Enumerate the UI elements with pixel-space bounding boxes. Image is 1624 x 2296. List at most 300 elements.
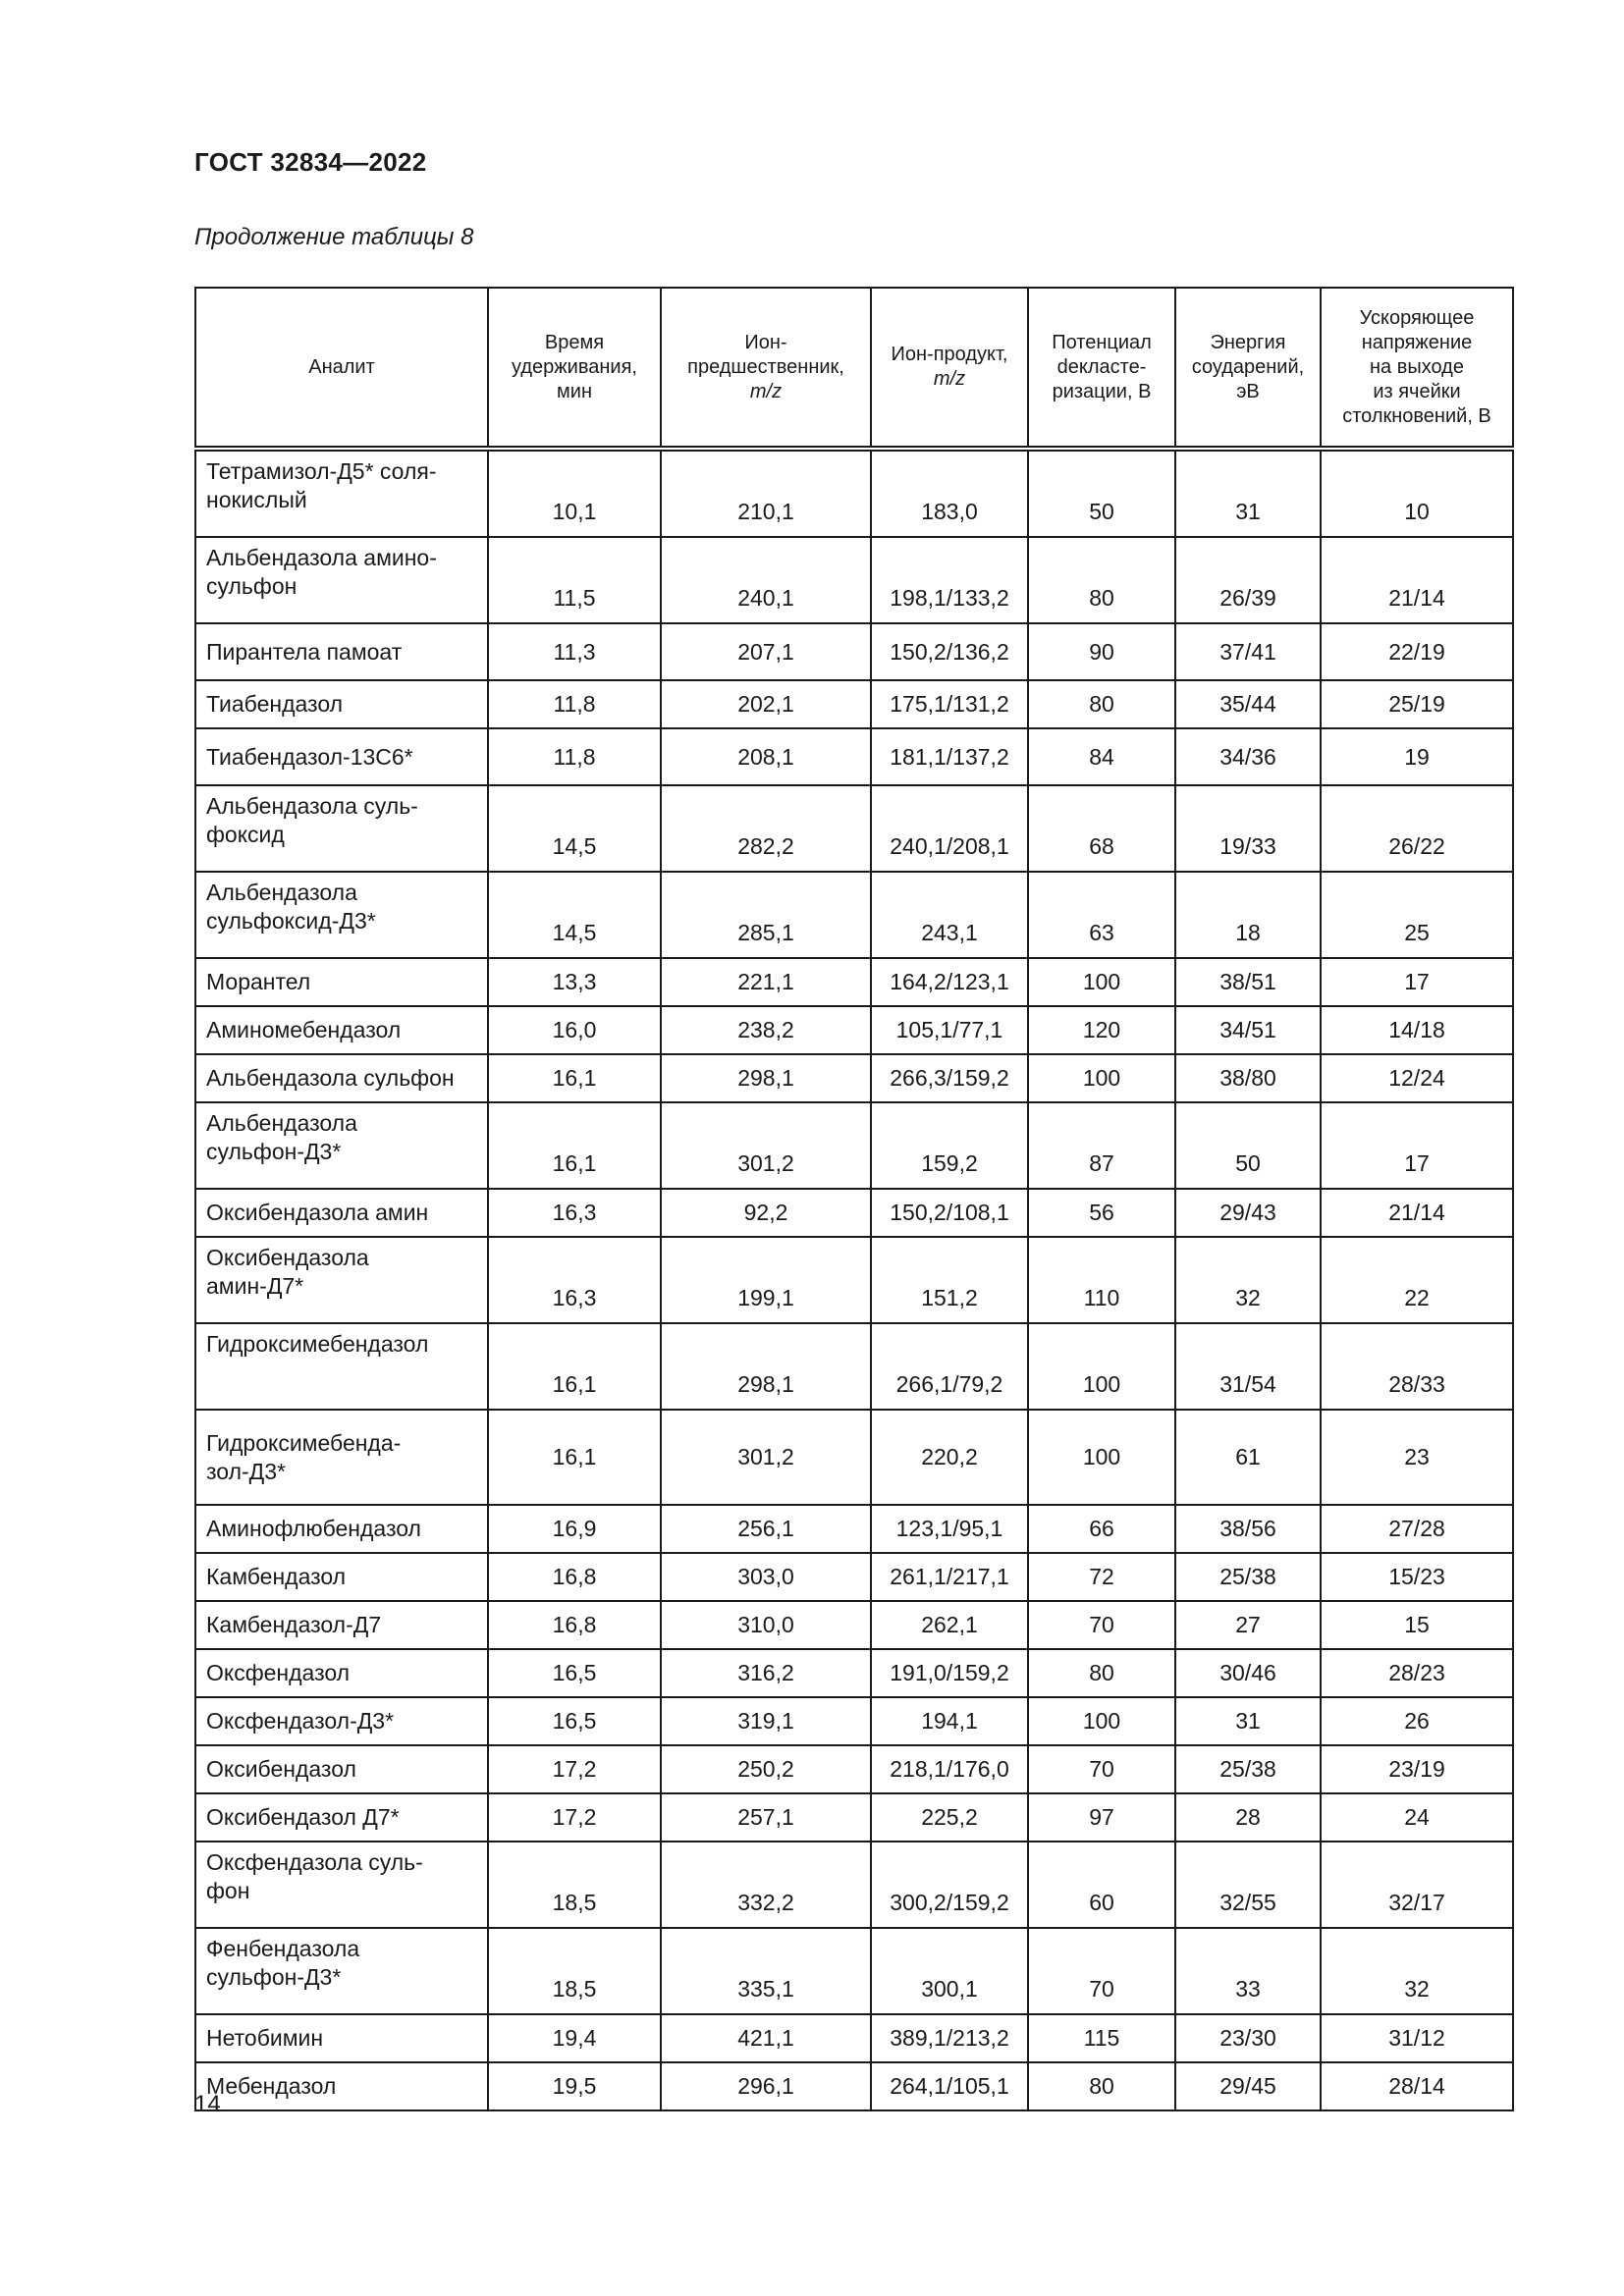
precursor-ion-cell-text: 301,2 xyxy=(737,1444,794,1469)
table-row xyxy=(195,1553,1513,1601)
precursor-ion-cell-text: 310,0 xyxy=(737,1612,794,1637)
declustering-potential-cell-text: 97 xyxy=(1089,1804,1114,1830)
analyte-name-cell xyxy=(195,785,488,872)
cell-exit-potential-cell xyxy=(1321,623,1513,680)
product-ion-cell-text: 150,2/108,1 xyxy=(890,1200,1009,1225)
product-ion-cell-text: 105,1/77,1 xyxy=(895,1017,1003,1042)
analyte-name-cell-text: Оксфендазол-Д3* xyxy=(206,1708,395,1734)
product-ion-cell-text: 175,1/131,2 xyxy=(890,691,1009,717)
cell-exit-potential-cell-text: 28/14 xyxy=(1388,2073,1445,2099)
precursor-ion-cell-text: 421,1 xyxy=(737,2025,794,2051)
analyte-name-cell xyxy=(195,1237,488,1323)
analyte-name-cell-text: Морантел xyxy=(206,969,311,994)
declustering-potential-cell-text: 100 xyxy=(1082,1444,1121,1469)
declustering-potential-cell xyxy=(1028,958,1175,1006)
product-ion-cell xyxy=(871,623,1028,680)
precursor-ion-cell xyxy=(661,1601,871,1649)
collision-energy-cell-text: 38/80 xyxy=(1219,1065,1276,1091)
table-row xyxy=(195,1410,1513,1505)
product-ion-cell xyxy=(871,1793,1028,1842)
analyte-name-cell-text: Камбендазол-Д7 xyxy=(206,1612,382,1637)
retention-time-cell-text: 14,5 xyxy=(552,920,597,945)
column-header-cell-exit-potential: Ускоряющее напряжение на выходе из ячейки столкновений, В xyxy=(1321,288,1513,449)
collision-energy-cell xyxy=(1175,1410,1321,1505)
retention-time-cell-text: 14,5 xyxy=(552,833,597,859)
product-ion-cell xyxy=(871,1505,1028,1553)
cell-exit-potential-cell-text: 17 xyxy=(1404,1150,1430,1176)
table-continuation-caption: Продолжение таблицы 8 xyxy=(194,224,474,250)
declustering-potential-cell xyxy=(1028,1237,1175,1323)
product-ion-cell xyxy=(871,1323,1028,1410)
retention-time-cell xyxy=(488,1793,661,1842)
cell-exit-potential-cell-text: 17 xyxy=(1404,969,1430,994)
collision-energy-cell xyxy=(1175,1323,1321,1410)
collision-energy-cell-text: 35/44 xyxy=(1219,691,1276,717)
table-row xyxy=(195,1054,1513,1102)
precursor-ion-cell-text: 92,2 xyxy=(743,1200,788,1225)
declustering-potential-cell xyxy=(1028,1323,1175,1410)
column-header-declustering-potential: Потенциал deкласте- ризации, В xyxy=(1028,288,1175,449)
collision-energy-cell xyxy=(1175,1928,1321,2014)
cell-exit-potential-cell xyxy=(1321,1745,1513,1793)
collision-energy-cell xyxy=(1175,728,1321,785)
collision-energy-cell xyxy=(1175,872,1321,958)
column-header-retention-time: Время удерживания, мин xyxy=(488,288,661,449)
analyte-name-cell xyxy=(195,449,488,537)
collision-energy-cell xyxy=(1175,2062,1321,2110)
product-ion-cell xyxy=(871,2014,1028,2062)
precursor-ion-cell-text: 202,1 xyxy=(737,691,794,717)
product-ion-cell-text: 261,1/217,1 xyxy=(890,1564,1009,1589)
collision-energy-cell-text: 29/45 xyxy=(1219,2073,1276,2099)
collision-energy-cell xyxy=(1175,2014,1321,2062)
retention-time-cell xyxy=(488,1237,661,1323)
cell-exit-potential-cell xyxy=(1321,1649,1513,1697)
retention-time-cell-text: 16,1 xyxy=(552,1150,597,1176)
declustering-potential-cell xyxy=(1028,1054,1175,1102)
declustering-potential-cell-text: 100 xyxy=(1082,1708,1121,1734)
analyte-name-cell xyxy=(195,1006,488,1054)
analyte-name-cell xyxy=(195,2062,488,2110)
precursor-ion-cell-text: 285,1 xyxy=(737,920,794,945)
collision-energy-cell xyxy=(1175,1505,1321,1553)
table-row xyxy=(195,1793,1513,1842)
retention-time-cell xyxy=(488,1649,661,1697)
precursor-ion-cell-text: 316,2 xyxy=(737,1660,794,1685)
cell-exit-potential-cell-text: 32/17 xyxy=(1388,1890,1445,1915)
declustering-potential-cell-text: 56 xyxy=(1089,1200,1114,1225)
declustering-potential-cell-text: 84 xyxy=(1089,743,1114,770)
collision-energy-cell xyxy=(1175,1745,1321,1793)
precursor-ion-cell xyxy=(661,623,871,680)
collision-energy-cell-text: 37/41 xyxy=(1219,638,1276,665)
declustering-potential-cell xyxy=(1028,1102,1175,1189)
declustering-potential-cell-text: 80 xyxy=(1089,2073,1114,2099)
product-ion-cell-text: 243,1 xyxy=(921,920,978,945)
cell-exit-potential-cell xyxy=(1321,1793,1513,1842)
precursor-ion-cell xyxy=(661,680,871,728)
analyte-name-cell-text: Аминофлюбендазол xyxy=(206,1516,421,1541)
analyte-name-cell-text: Мебендазол xyxy=(206,2073,337,2099)
table-row xyxy=(195,1928,1513,2014)
declustering-potential-cell-text: 70 xyxy=(1089,1612,1114,1637)
collision-energy-cell-text: 29/43 xyxy=(1219,1200,1276,1225)
retention-time-cell-text: 11,8 xyxy=(553,743,596,770)
cell-exit-potential-cell xyxy=(1321,958,1513,1006)
declustering-potential-cell xyxy=(1028,1410,1175,1505)
precursor-ion-cell-text: 256,1 xyxy=(737,1516,794,1541)
product-ion-cell-text: 225,2 xyxy=(921,1804,978,1830)
column-header-collision-energy: Энергия соударений, эВ xyxy=(1175,288,1321,449)
precursor-ion-cell-text: 238,2 xyxy=(737,1017,794,1042)
retention-time-cell xyxy=(488,1006,661,1054)
collision-energy-cell-text: 27 xyxy=(1235,1612,1261,1637)
retention-time-cell xyxy=(488,2062,661,2110)
table-row xyxy=(195,449,1513,537)
precursor-ion-cell-text: 332,2 xyxy=(737,1890,794,1915)
table-row xyxy=(195,1649,1513,1697)
cell-exit-potential-cell xyxy=(1321,785,1513,872)
table-header-row xyxy=(195,288,1513,449)
product-ion-cell xyxy=(871,1102,1028,1189)
declustering-potential-cell-text: 110 xyxy=(1083,1285,1120,1310)
table-row xyxy=(195,2062,1513,2110)
retention-time-cell xyxy=(488,449,661,537)
cell-exit-potential-cell-text: 12/24 xyxy=(1388,1065,1445,1091)
analyte-name-cell-text: Тиабендазол xyxy=(206,691,344,717)
collision-energy-cell-text: 25/38 xyxy=(1219,1756,1276,1782)
product-ion-cell-text: 300,2/159,2 xyxy=(890,1890,1009,1915)
retention-time-cell xyxy=(488,1553,661,1601)
product-ion-cell xyxy=(871,1601,1028,1649)
product-ion-cell-text: 123,1/95,1 xyxy=(895,1516,1003,1541)
analyte-name-cell xyxy=(195,1410,488,1505)
collision-energy-cell xyxy=(1175,680,1321,728)
collision-energy-cell-text: 31 xyxy=(1235,499,1261,524)
analyte-name-cell xyxy=(195,1697,488,1745)
precursor-ion-cell xyxy=(661,537,871,623)
cell-exit-potential-cell xyxy=(1321,1697,1513,1745)
retention-time-cell-text: 16,1 xyxy=(552,1371,597,1397)
precursor-ion-cell-text: 208,1 xyxy=(737,743,794,770)
retention-time-cell xyxy=(488,1842,661,1928)
retention-time-cell-text: 13,3 xyxy=(552,969,597,994)
declustering-potential-cell xyxy=(1028,785,1175,872)
analyte-name-cell-text: Нетобимин xyxy=(206,2025,324,2051)
product-ion-cell-text: 181,1/137,2 xyxy=(890,743,1009,770)
collision-energy-cell xyxy=(1175,1601,1321,1649)
retention-time-cell xyxy=(488,1697,661,1745)
document-standard-header: ГОСТ 32834—2022 xyxy=(194,147,427,177)
collision-energy-cell xyxy=(1175,1237,1321,1323)
table-row xyxy=(195,1842,1513,1928)
collision-energy-cell xyxy=(1175,449,1321,537)
cell-exit-potential-cell xyxy=(1321,680,1513,728)
cell-exit-potential-cell-text: 26 xyxy=(1404,1708,1430,1734)
collision-energy-cell-text: 23/30 xyxy=(1219,2025,1276,2051)
product-ion-cell-text: 183,0 xyxy=(921,499,978,524)
column-header-product-ion: Ион-продукт, m/z xyxy=(871,288,1028,449)
analyte-name-cell xyxy=(195,1649,488,1697)
product-ion-cell xyxy=(871,1928,1028,2014)
analyte-name-cell xyxy=(195,680,488,728)
product-ion-cell xyxy=(871,1410,1028,1505)
collision-energy-cell-text: 18 xyxy=(1235,920,1261,945)
declustering-potential-cell-text: 80 xyxy=(1089,585,1114,611)
cell-exit-potential-cell xyxy=(1321,1553,1513,1601)
product-ion-cell-text: 389,1/213,2 xyxy=(890,2025,1009,2051)
table-row xyxy=(195,1102,1513,1189)
declustering-potential-cell-text: 50 xyxy=(1089,499,1114,524)
cell-exit-potential-cell xyxy=(1321,1842,1513,1928)
table-row xyxy=(195,1601,1513,1649)
analyte-name-cell-text: Оксфендазол xyxy=(206,1660,351,1685)
table-row xyxy=(195,958,1513,1006)
retention-time-cell-text: 16,0 xyxy=(552,1017,597,1042)
precursor-ion-cell-text: 298,1 xyxy=(737,1065,794,1091)
analyte-name-cell xyxy=(195,1745,488,1793)
collision-energy-cell xyxy=(1175,1102,1321,1189)
analyte-name-cell-text: Оксибендазол Д7* xyxy=(206,1804,400,1830)
cell-exit-potential-cell xyxy=(1321,1928,1513,2014)
collision-energy-cell xyxy=(1175,537,1321,623)
cell-exit-potential-cell-text: 14/18 xyxy=(1388,1017,1445,1042)
retention-time-cell-text: 18,5 xyxy=(552,1976,597,2002)
cell-exit-potential-cell-text: 31/12 xyxy=(1388,2025,1445,2051)
analyte-name-cell xyxy=(195,872,488,958)
product-ion-cell xyxy=(871,1697,1028,1745)
collision-energy-cell-text: 34/36 xyxy=(1219,743,1276,770)
cell-exit-potential-cell xyxy=(1321,2014,1513,2062)
product-ion-cell xyxy=(871,1237,1028,1323)
product-ion-cell xyxy=(871,2062,1028,2110)
retention-time-cell xyxy=(488,958,661,1006)
precursor-ion-cell xyxy=(661,958,871,1006)
analyte-name-cell-text: Оксибендазола амин-Д7* xyxy=(206,1245,369,1299)
precursor-ion-cell xyxy=(661,1505,871,1553)
cell-exit-potential-cell xyxy=(1321,537,1513,623)
collision-energy-cell-text: 33 xyxy=(1235,1976,1261,2002)
collision-energy-cell xyxy=(1175,958,1321,1006)
retention-time-cell-text: 16,8 xyxy=(552,1564,597,1589)
precursor-ion-cell xyxy=(661,1054,871,1102)
collision-energy-cell xyxy=(1175,1793,1321,1842)
cell-exit-potential-cell xyxy=(1321,1505,1513,1553)
precursor-ion-cell xyxy=(661,1553,871,1601)
cell-exit-potential-cell xyxy=(1321,1237,1513,1323)
retention-time-cell-text: 16,5 xyxy=(552,1708,597,1734)
table-row xyxy=(195,872,1513,958)
precursor-ion-cell xyxy=(661,1237,871,1323)
table-row xyxy=(195,1237,1513,1323)
collision-energy-cell-text: 30/46 xyxy=(1219,1660,1276,1685)
precursor-ion-cell-text: 282,2 xyxy=(737,833,794,859)
retention-time-cell xyxy=(488,1189,661,1237)
declustering-potential-cell xyxy=(1028,872,1175,958)
analyte-name-cell xyxy=(195,958,488,1006)
retention-time-cell-text: 16,8 xyxy=(552,1612,597,1637)
table-body xyxy=(195,449,1513,2110)
retention-time-cell xyxy=(488,680,661,728)
retention-time-cell-text: 16,5 xyxy=(552,1660,597,1685)
table-row xyxy=(195,1745,1513,1793)
collision-energy-cell-text: 32/55 xyxy=(1219,1890,1276,1915)
collision-energy-cell xyxy=(1175,1189,1321,1237)
declustering-potential-cell-text: 115 xyxy=(1083,2025,1120,2051)
analyte-name-cell xyxy=(195,1553,488,1601)
precursor-ion-cell xyxy=(661,1793,871,1842)
cell-exit-potential-cell-text: 28/33 xyxy=(1388,1371,1445,1397)
declustering-potential-cell xyxy=(1028,1505,1175,1553)
product-ion-cell xyxy=(871,728,1028,785)
analyte-name-cell-text: Гидроксимебендазол xyxy=(206,1331,429,1357)
analyte-name-cell-text: Тиабендазол-13С6* xyxy=(206,743,413,770)
declustering-potential-cell-text: 60 xyxy=(1089,1890,1114,1915)
product-ion-cell xyxy=(871,1842,1028,1928)
retention-time-cell-text: 19,5 xyxy=(552,2073,597,2099)
analyte-name-cell-text: Альбендазола амино- сульфон xyxy=(206,545,437,599)
collision-energy-cell-text: 32 xyxy=(1235,1285,1261,1310)
cell-exit-potential-cell-text: 22 xyxy=(1404,1285,1430,1310)
analyte-name-cell-text: Альбендазола сульфон-Д3* xyxy=(206,1110,357,1164)
declustering-potential-cell-text: 70 xyxy=(1089,1756,1114,1782)
page-number: 14 xyxy=(194,2091,221,2117)
declustering-potential-cell xyxy=(1028,680,1175,728)
precursor-ion-cell-text: 301,2 xyxy=(737,1150,794,1176)
product-ion-cell-text: 194,1 xyxy=(921,1708,978,1734)
cell-exit-potential-cell xyxy=(1321,1601,1513,1649)
cell-exit-potential-cell xyxy=(1321,728,1513,785)
precursor-ion-cell xyxy=(661,1842,871,1928)
product-ion-cell-text: 262,1 xyxy=(921,1612,978,1637)
collision-energy-cell xyxy=(1175,1697,1321,1745)
analyte-name-cell-text: Камбендазол xyxy=(206,1564,347,1589)
retention-time-cell xyxy=(488,537,661,623)
product-ion-cell-text: 264,1/105,1 xyxy=(890,2073,1009,2099)
product-ion-cell xyxy=(871,1745,1028,1793)
precursor-ion-cell-text: 303,0 xyxy=(737,1564,794,1589)
retention-time-cell xyxy=(488,728,661,785)
precursor-ion-cell-text: 250,2 xyxy=(737,1756,794,1782)
retention-time-cell-text: 16,1 xyxy=(552,1444,597,1469)
retention-time-cell-text: 16,9 xyxy=(552,1516,597,1541)
collision-energy-cell xyxy=(1175,1553,1321,1601)
collision-energy-cell xyxy=(1175,1006,1321,1054)
declustering-potential-cell xyxy=(1028,2062,1175,2110)
product-ion-cell-text: 159,2 xyxy=(921,1150,978,1176)
cell-exit-potential-cell-text: 23 xyxy=(1404,1444,1430,1469)
product-ion-cell-text: 191,0/159,2 xyxy=(890,1660,1009,1685)
analyte-name-cell-text: Фенбендазола сульфон-Д3* xyxy=(206,1936,360,1990)
product-ion-cell xyxy=(871,537,1028,623)
analyte-parameters-table xyxy=(194,287,1514,2111)
collision-energy-cell-text: 26/39 xyxy=(1219,585,1276,611)
collision-energy-cell-text: 38/56 xyxy=(1219,1516,1276,1541)
collision-energy-cell xyxy=(1175,1054,1321,1102)
collision-energy-cell xyxy=(1175,1649,1321,1697)
retention-time-cell-text: 11,3 xyxy=(553,638,596,665)
retention-time-cell-text: 11,5 xyxy=(553,585,596,611)
retention-time-cell xyxy=(488,1054,661,1102)
declustering-potential-cell-text: 68 xyxy=(1089,833,1114,859)
retention-time-cell-text: 18,5 xyxy=(552,1890,597,1915)
table-row xyxy=(195,537,1513,623)
table-row xyxy=(195,680,1513,728)
cell-exit-potential-cell xyxy=(1321,1006,1513,1054)
collision-energy-cell xyxy=(1175,1842,1321,1928)
table-row xyxy=(195,785,1513,872)
declustering-potential-cell-text: 66 xyxy=(1089,1516,1114,1541)
table-row xyxy=(195,1323,1513,1410)
precursor-ion-cell-text: 207,1 xyxy=(737,638,794,665)
analyte-name-cell-text: Оксфендазола суль- фон xyxy=(206,1849,423,1903)
cell-exit-potential-cell xyxy=(1321,1189,1513,1237)
product-ion-cell-text: 266,3/159,2 xyxy=(890,1065,1009,1091)
collision-energy-cell-text: 25/38 xyxy=(1219,1564,1276,1589)
declustering-potential-cell xyxy=(1028,1928,1175,2014)
declustering-potential-cell xyxy=(1028,449,1175,537)
precursor-ion-cell xyxy=(661,1323,871,1410)
collision-energy-cell-text: 34/51 xyxy=(1219,1017,1276,1042)
collision-energy-cell-text: 61 xyxy=(1235,1444,1261,1469)
cell-exit-potential-cell-text: 22/19 xyxy=(1388,638,1445,665)
product-ion-cell-text: 218,1/176,0 xyxy=(890,1756,1009,1782)
cell-exit-potential-cell-text: 25 xyxy=(1404,920,1430,945)
cell-exit-potential-cell-text: 26/22 xyxy=(1388,833,1445,859)
precursor-ion-cell xyxy=(661,1649,871,1697)
cell-exit-potential-cell-text: 27/28 xyxy=(1388,1516,1445,1541)
retention-time-cell xyxy=(488,1323,661,1410)
retention-time-cell-text: 17,2 xyxy=(552,1756,597,1782)
collision-energy-cell-text: 19/33 xyxy=(1219,833,1276,859)
cell-exit-potential-cell xyxy=(1321,2062,1513,2110)
analyte-name-cell-text: Гидроксимебенда- зол-Д3* xyxy=(206,1429,402,1484)
declustering-potential-cell xyxy=(1028,1793,1175,1842)
product-ion-cell-text: 151,2 xyxy=(921,1285,978,1310)
retention-time-cell xyxy=(488,2014,661,2062)
analyte-name-cell xyxy=(195,1793,488,1842)
cell-exit-potential-cell-text: 21/14 xyxy=(1388,585,1445,611)
retention-time-cell xyxy=(488,1410,661,1505)
declustering-potential-cell-text: 80 xyxy=(1089,1660,1114,1685)
product-ion-cell-text: 164,2/123,1 xyxy=(890,969,1009,994)
retention-time-cell-text: 16,1 xyxy=(552,1065,597,1091)
analyte-name-cell xyxy=(195,1842,488,1928)
retention-time-cell xyxy=(488,1745,661,1793)
precursor-ion-cell-text: 221,1 xyxy=(737,969,794,994)
declustering-potential-cell-text: 70 xyxy=(1089,1976,1114,2002)
precursor-ion-cell-text: 298,1 xyxy=(737,1371,794,1397)
cell-exit-potential-cell-text: 21/14 xyxy=(1388,1200,1445,1225)
collision-energy-cell-text: 50 xyxy=(1235,1150,1261,1176)
product-ion-cell xyxy=(871,449,1028,537)
product-ion-cell xyxy=(871,1649,1028,1697)
precursor-ion-cell xyxy=(661,2014,871,2062)
collision-energy-cell xyxy=(1175,623,1321,680)
retention-time-cell-text: 10,1 xyxy=(552,499,597,524)
precursor-ion-cell xyxy=(661,1410,871,1505)
declustering-potential-cell-text: 90 xyxy=(1089,638,1114,665)
precursor-ion-cell xyxy=(661,1697,871,1745)
analyte-name-cell-text: Оксибендазола амин xyxy=(206,1200,429,1225)
retention-time-cell xyxy=(488,872,661,958)
collision-energy-cell-text: 31 xyxy=(1235,1708,1261,1734)
cell-exit-potential-cell-text: 25/19 xyxy=(1388,691,1445,717)
declustering-potential-cell xyxy=(1028,2014,1175,2062)
cell-exit-potential-cell xyxy=(1321,449,1513,537)
declustering-potential-cell xyxy=(1028,1601,1175,1649)
declustering-potential-cell-text: 120 xyxy=(1082,1017,1121,1042)
